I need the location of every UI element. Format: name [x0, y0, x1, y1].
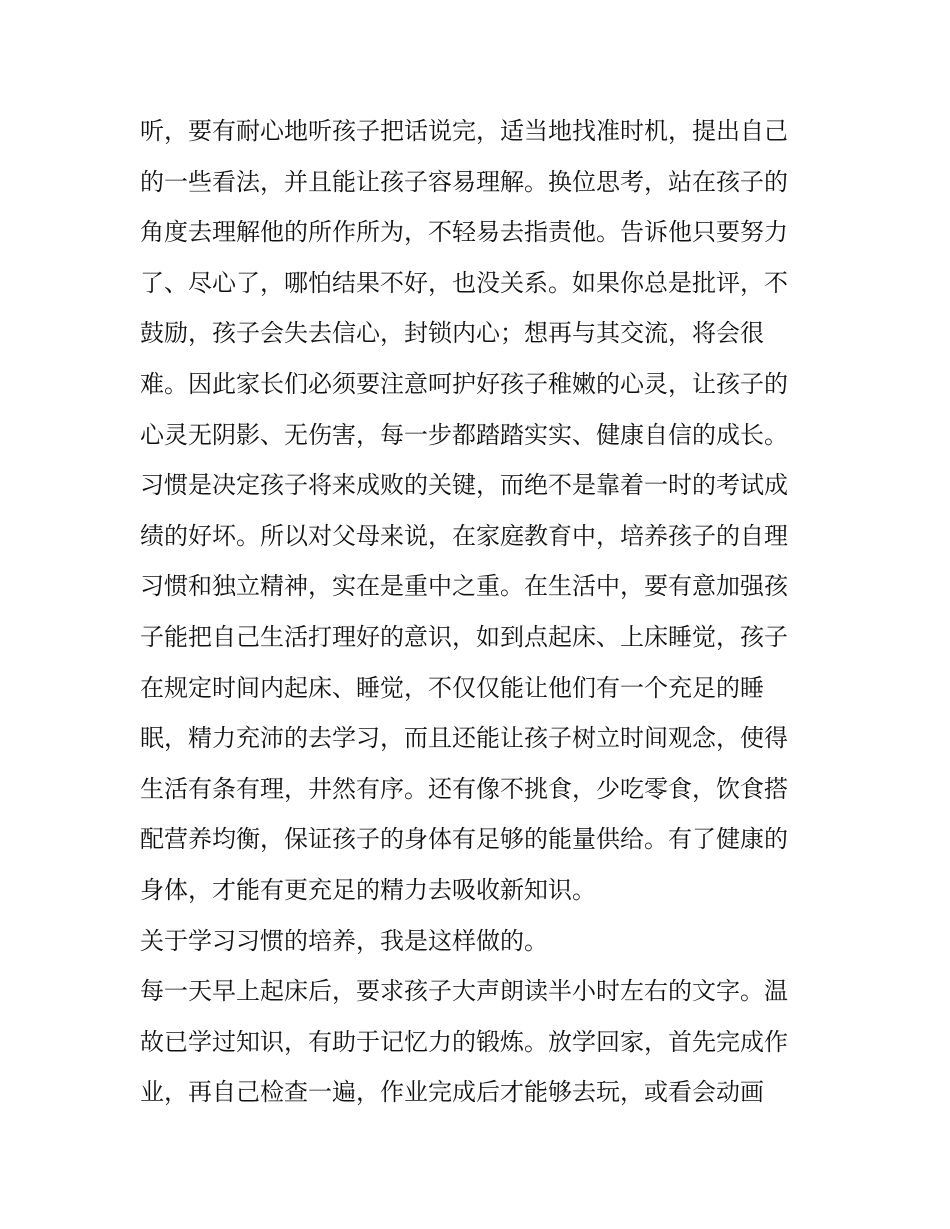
text-line: 身体，才能有更充足的精力去吸收新知识。 — [140, 875, 596, 904]
text-line: 难。因此家长们必须要注意呵护好孩子稚嫩的心灵，让孩子的 — [140, 369, 788, 398]
text-line: 在规定时间内起床、睡觉，不仅仅能让他们有一个充足的睡 — [140, 673, 764, 702]
text-line: 眠，精力充沛的去学习，而且还能让孩子树立时间观念，使得 — [140, 724, 788, 753]
text-line: 业，再自己检查一遍，作业完成后才能够去玩，或看会动画 — [140, 1078, 764, 1107]
text-line: 子能把自己生活打理好的意识，如到点起床、上床睡觉，孩子 — [140, 622, 788, 651]
text-line: 的一些看法，并且能让孩子容易理解。换位思考，站在孩子的 — [140, 167, 788, 196]
text-line: 鼓励，孩子会失去信心，封锁内心；想再与其交流，将会很 — [140, 319, 764, 348]
text-line: 每一天早上起床后，要求孩子大声朗读半小时左右的文字。温 — [140, 977, 788, 1006]
text-line: 心灵无阴影、无伤害，每一步都踏踏实实、健康自信的成长。 — [140, 420, 788, 449]
text-line: 角度去理解他的所作所为，不轻易去指责他。告诉他只要努力 — [140, 218, 788, 247]
text-line: 关于学习习惯的培养，我是这样做的。 — [140, 926, 548, 955]
body-text — [140, 106, 820, 1118]
text-line: 习惯是决定孩子将来成败的关键，而绝不是靠着一时的考试成 — [140, 471, 788, 500]
text-line: 听，要有耐心地听孩子把话说完，适当地找准时机，提出自己 — [140, 117, 788, 145]
text-line: 了、尽心了，哪怕结果不好，也没关系。如果你总是批评，不 — [140, 268, 788, 297]
text-line: 配营养均衡，保证孩子的身体有足够的能量供给。有了健康的 — [140, 825, 788, 854]
text-line: 生活有条有理，井然有序。还有像不挑食，少吃零食，饮食搭 — [140, 774, 788, 803]
text-line: 故已学过知识，有助于记忆力的锻炼。放学回家，首先完成作 — [140, 1027, 788, 1056]
text-line: 习惯和独立精神，实在是重中之重。在生活中，要有意加强孩 — [140, 572, 788, 601]
text-line: 绩的好坏。所以对父母来说，在家庭教育中，培养孩子的自理 — [140, 521, 788, 550]
